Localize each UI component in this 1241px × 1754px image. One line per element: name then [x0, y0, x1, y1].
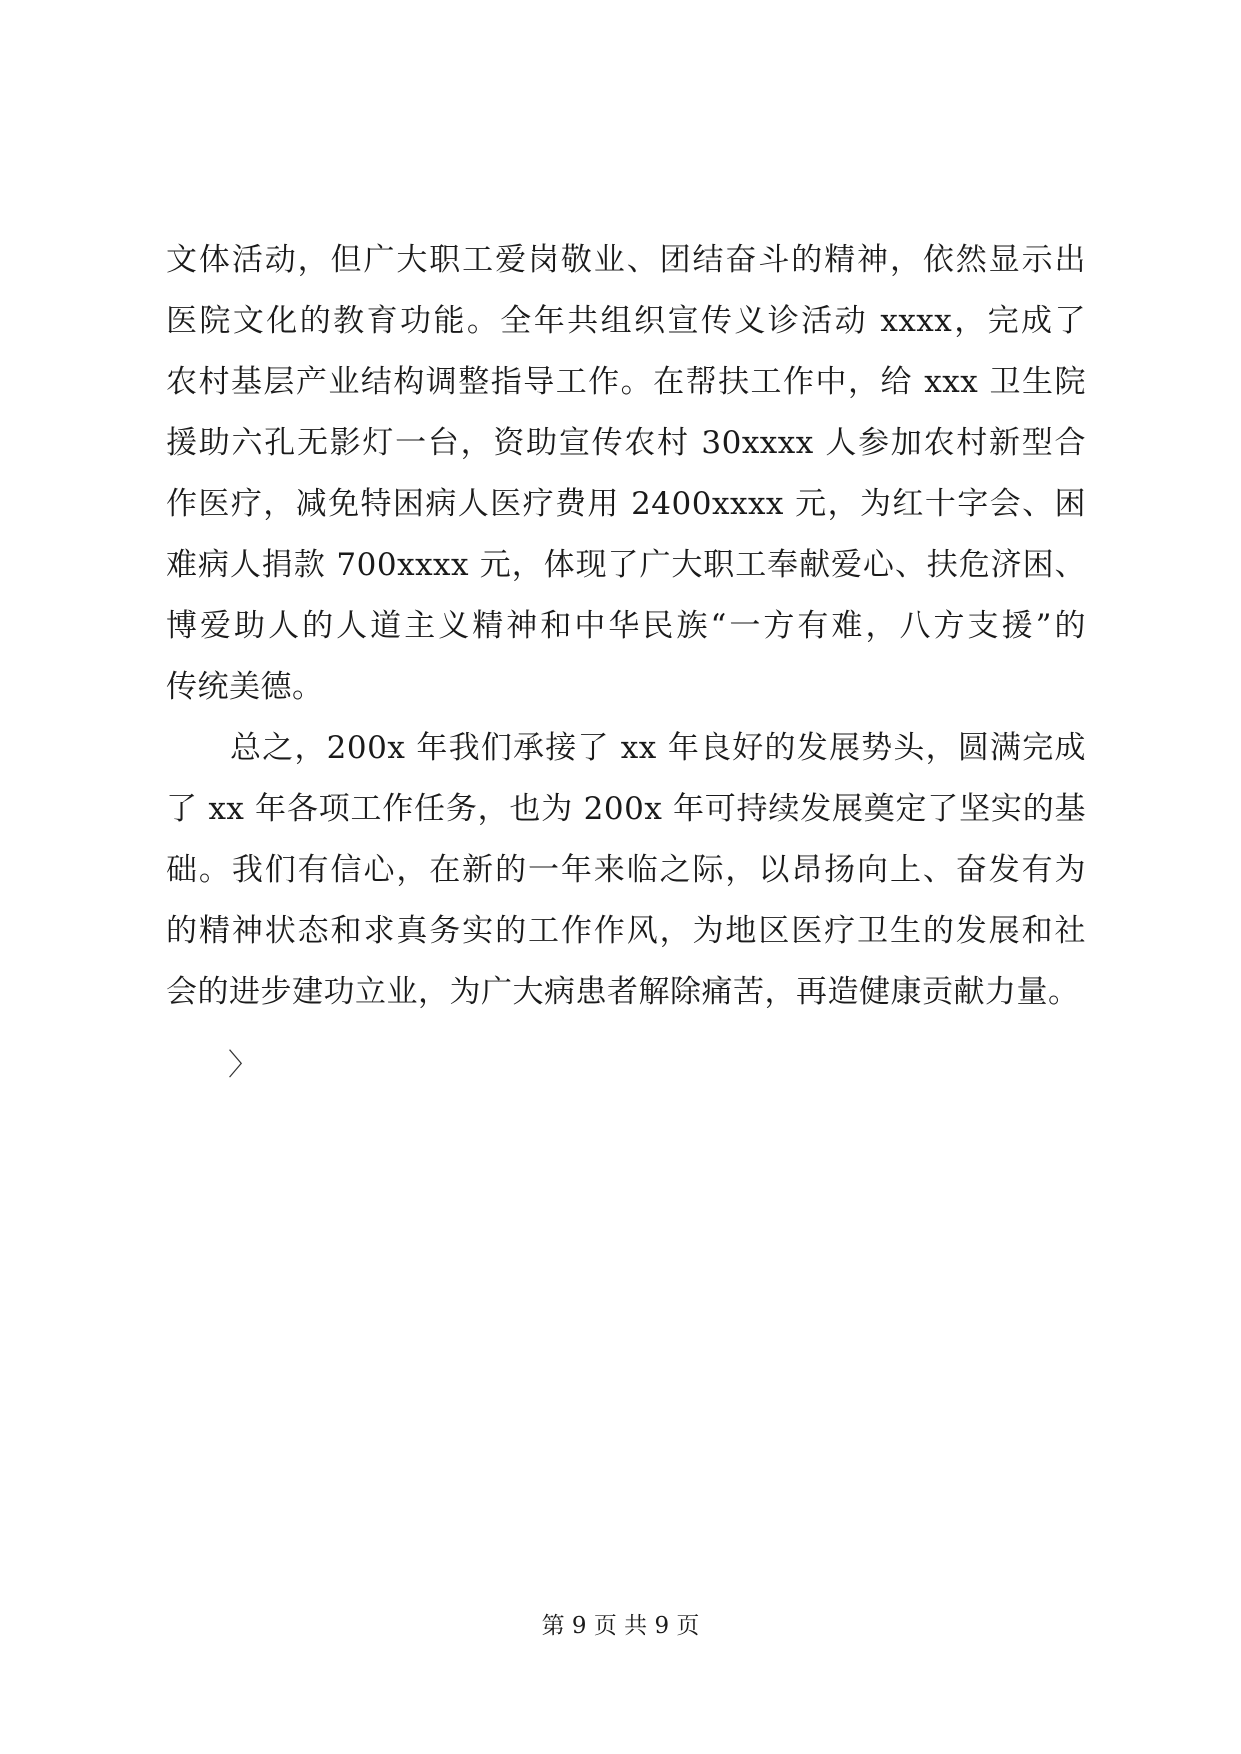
paragraph-2 — [166, 718, 1086, 1023]
paragraph-line: 农村基层产业结构调整指导工作。在帮扶工作中，给 xxx 卫生院 — [166, 364, 1086, 400]
page-footer — [0, 1610, 1241, 1642]
paragraph-line: 援助六孔无影灯一台，资助宣传农村 30xxxx 人参加农村新型合 — [166, 425, 1086, 461]
paragraph-line: 会的进步建功立业，为广大病患者解除痛苦，再造健康贡献力量。 — [166, 974, 1080, 1010]
paragraph-line: 的精神状态和求真务实的工作作风，为地区医疗卫生的发展和社 — [166, 913, 1086, 949]
paragraph-line: 博爱助人的人道主义精神和中华民族“一方有难，八方支援”的 — [166, 608, 1086, 644]
paragraph-line: 难病人捐款 700xxxx 元，体现了广大职工奉献爱心、扶危济困、 — [166, 547, 1086, 583]
paragraph-line: 总之，200x 年我们承接了 xx 年良好的发展势头，圆满完成 — [230, 730, 1086, 766]
paragraph-line: 作医疗，减免特困病人医疗费用 2400xxxx 元，为红十字会、困 — [166, 486, 1086, 522]
paragraph-line: 文体活动，但广大职工爱岗敬业、团结奋斗的精神，依然显示出 — [166, 242, 1086, 278]
paragraph-1 — [166, 230, 1086, 718]
page-number: 第 9 页 共 9 页 — [541, 1613, 700, 1639]
body-text — [166, 230, 1086, 1023]
paragraph-line: 础。我们有信心，在新的一年来临之际，以昂扬向上、奋发有为 — [166, 852, 1086, 888]
paragraph-line: 传统美德。 — [166, 669, 324, 705]
paragraph-line: 医院文化的教育功能。全年共组织宣传义诊活动 xxxx，完成了 — [166, 303, 1086, 339]
paragraph-line: 了 xx 年各项工作任务，也为 200x 年可持续发展奠定了坚实的基 — [166, 791, 1086, 827]
angle-bracket-marker: 〉 — [228, 1048, 258, 1083]
